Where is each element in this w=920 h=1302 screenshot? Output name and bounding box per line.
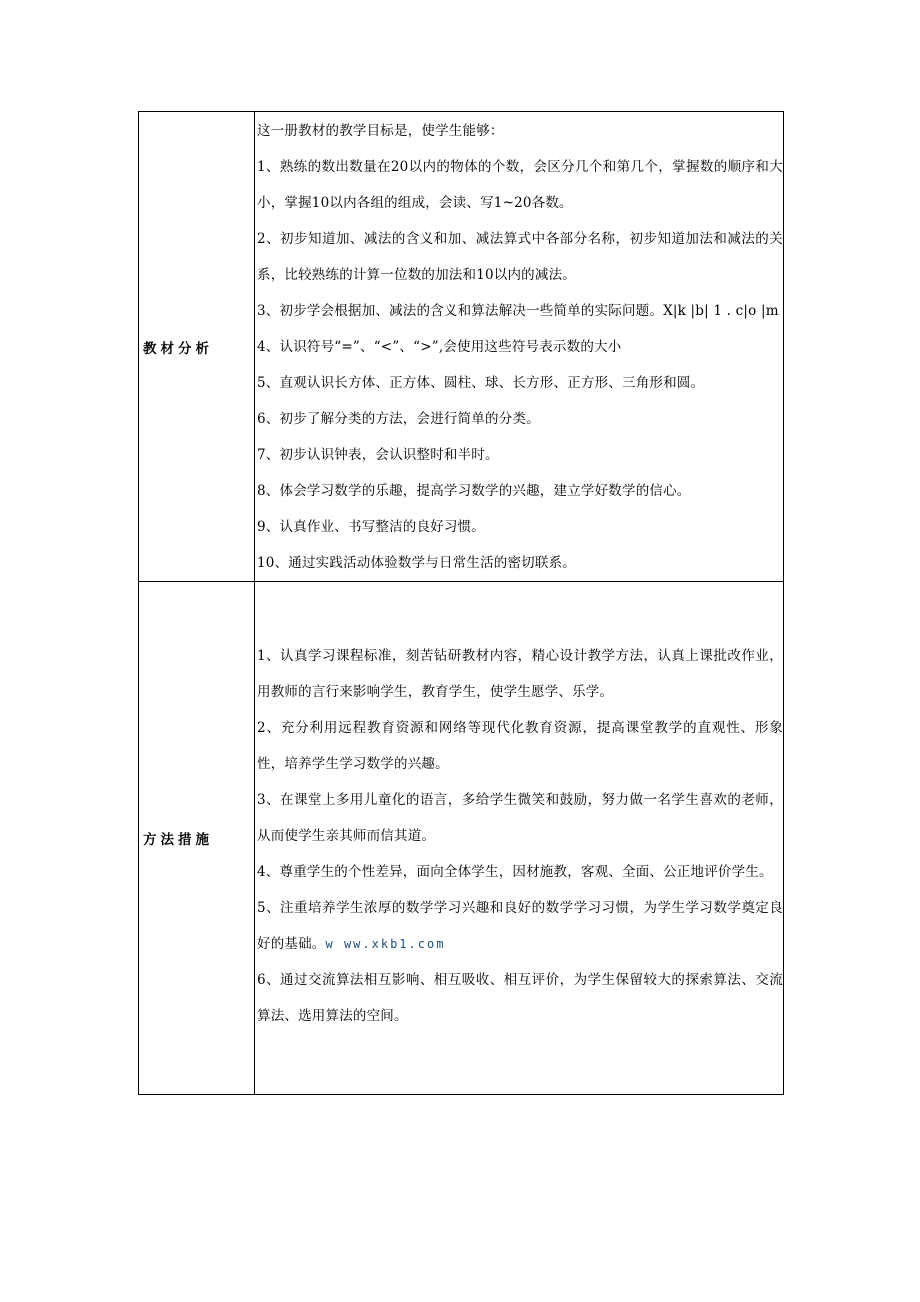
paragraph: 6、初步了解分类的方法，会进行简单的分类。 [257, 411, 540, 427]
plan-table [138, 111, 784, 1095]
paragraph: 4、认识符号“=”、“<”、“>”,会使用这些符号表示数的大小 [257, 339, 622, 355]
paragraph: 1、熟练的数出数量在20以内的物体的个数，会区分几个和第几个，掌握数的顺序和大小，掌握10以内各组的组成，会读、写1~20各数。 [257, 159, 783, 211]
paragraph: 9、认真作业、书写整洁的良好习惯。 [257, 519, 485, 535]
table-row-methods-measures [139, 582, 784, 1095]
watermark-link[interactable]: w ww.xkb1.com [325, 937, 446, 951]
paragraph: 5、直观认识长方体、正方体、圆柱、球、长方形、正方形、三角形和圆。 [257, 375, 705, 391]
content-list [257, 582, 783, 1034]
paragraph: 7、初步认识钟表，会认识整时和半时。 [257, 447, 499, 463]
row-label-methods-measures: 方法措施 [143, 832, 213, 848]
paragraph: 这一册教材的教学目标是，使学生能够： [257, 123, 504, 139]
content-list [257, 112, 783, 581]
paragraph: 3、初步学会根据加、减法的含义和算法解决一些简单的实际问题。X|k |b| 1 . c|o |m [257, 303, 779, 319]
paragraph: 2、初步知道加、减法的含义和加、减法算式中各部分名称，初步知道加法和减法的关系，比较熟练的计算一位数的加法和10以内的减法。 [257, 231, 783, 283]
row-label-cell [139, 582, 255, 1095]
paragraph: 3、在课堂上多用儿童化的语言，多给学生微笑和鼓励，努力做一名学生喜欢的老师，从而使学生亲其师而信其道。 [257, 792, 783, 844]
content-cell-methods-measures [255, 582, 784, 1095]
content-cell-materials-analysis [255, 112, 784, 582]
table-row-materials-analysis [139, 112, 784, 582]
paragraph: 2、充分利用远程教育资源和网络等现代化教育资源，提高课堂教学的直观性、形象性，培养学生学习数学的兴趣。 [257, 720, 783, 772]
paragraph: 4、尊重学生的个性差异，面向全体学生，因材施教，客观、全面、公正地评价学生。 [257, 864, 773, 880]
paragraph: 1、认真学习课程标准，刻苦钻研教材内容，精心设计教学方法，认真上课批改作业，用教师的言行来影响学生，教育学生，使学生愿学、乐学。 [257, 648, 783, 700]
row-label-materials-analysis: 教材分析 [143, 340, 213, 357]
paragraph: 6、通过交流算法相互影响、相互吸收、相互评价，为学生保留较大的探索算法、交流算法、选用算法的空间。 [257, 972, 783, 1024]
paragraph-with-link [257, 890, 783, 962]
paragraph: 8、体会学习数学的乐趣，提高学习数学的兴趣，建立学好数学的信心。 [257, 483, 691, 499]
row-label-cell [139, 112, 255, 582]
paragraph: 10、通过实践活动体验数学与日常生活的密切联系。 [257, 555, 576, 571]
paragraph-text: 5、注重培养学生浓厚的数学学习兴趣和良好的数学学习习惯，为学生学习数学奠定良好的基础。 [257, 900, 783, 952]
